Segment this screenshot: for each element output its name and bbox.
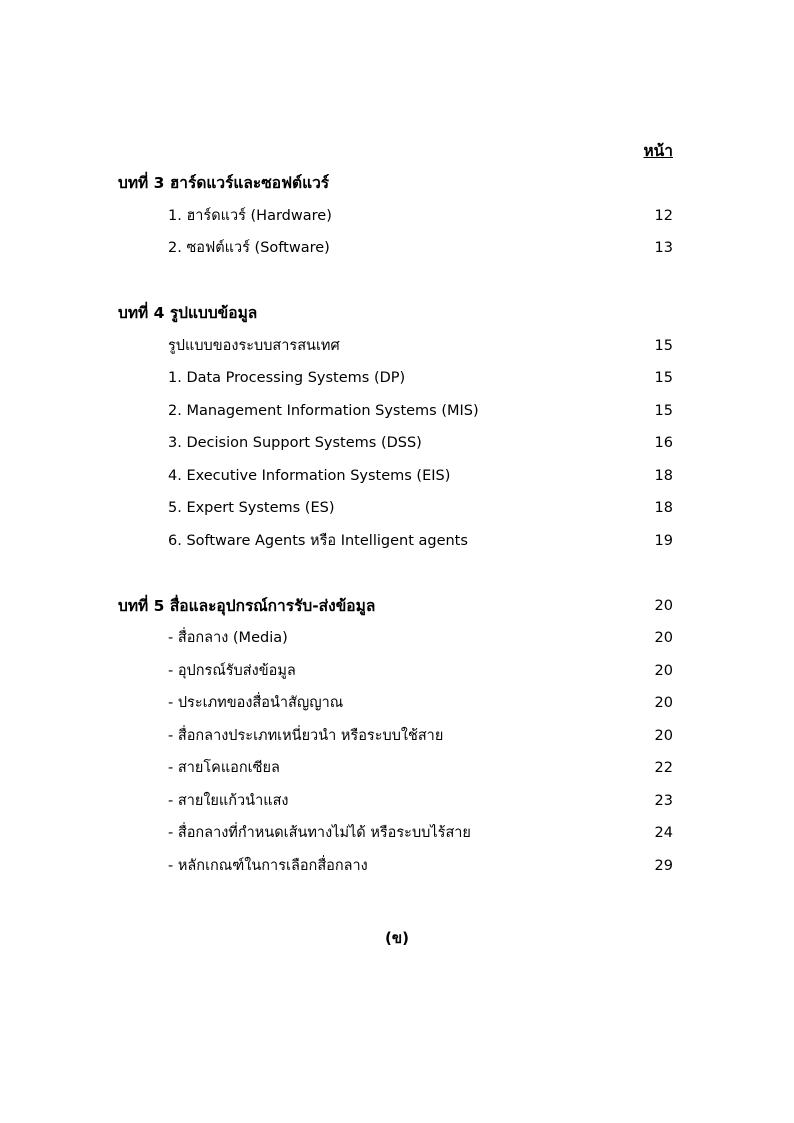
toc-entry-page: 15 (654, 402, 673, 419)
toc-entry-label: - หลักเกณฑ์ในการเลือกสื่อกลาง (168, 857, 368, 874)
toc-entry-label: - สื่อกลางประเภทเหนี่ยวนำ หรือระบบใช้สาย (168, 727, 444, 744)
toc-entry-page: 15 (654, 337, 673, 354)
toc-entry (118, 817, 673, 850)
toc-entry-page: 19 (654, 532, 673, 549)
toc-entry (118, 655, 673, 688)
toc-entry-label: 3. Decision Support Systems (DSS) (168, 435, 422, 451)
spacer (118, 557, 673, 590)
toc-entry (118, 330, 673, 363)
toc-entry-label: 2. ซอฟต์แวร์ (Software) (168, 240, 330, 256)
toc-entry-page: 18 (654, 500, 673, 516)
toc-entry (118, 232, 673, 265)
toc-entry-label: - สื่อกลางที่กำหนดเส้นทางไม่ได้ หรือระบบไร้สาย (168, 825, 471, 841)
toc-entry-label: - สื่อกลาง (Media) (168, 630, 288, 646)
toc-entry-label: - สายโคแอกเซียล (168, 760, 280, 776)
toc-entry-page: 12 (654, 207, 673, 224)
toc-entry-label: 4. Executive Information Systems (EIS) (168, 467, 451, 484)
table-of-contents (118, 167, 673, 882)
toc-entry (118, 492, 673, 525)
toc-entry-page: 13 (654, 240, 673, 256)
toc-entry (118, 460, 673, 493)
toc-entry-page: 15 (654, 370, 673, 386)
toc-entry-page: 20 (654, 695, 673, 711)
toc-entry (118, 752, 673, 785)
page-number-footer: (ข) (385, 929, 409, 947)
toc-entry-label: - ประเภทของสื่อนำสัญญาณ (168, 695, 344, 711)
toc-entry-page: 20 (654, 727, 673, 744)
toc-entry-page: 29 (654, 857, 673, 874)
toc-entry-label: 1. ฮาร์ดแวร์ (Hardware) (168, 207, 332, 224)
toc-entry (118, 622, 673, 655)
toc-entry-label: 5. Expert Systems (ES) (168, 500, 335, 516)
toc-entry (118, 720, 673, 753)
chapter-heading-label: บทที่ 4 รูปแบบข้อมูล (118, 304, 258, 322)
toc-entry (118, 785, 673, 818)
chapter-heading (118, 590, 673, 623)
chapter-heading-page: 20 (654, 597, 673, 614)
toc-entry-page: 18 (654, 467, 673, 484)
chapter-heading (118, 297, 673, 330)
toc-entry (118, 395, 673, 428)
toc-entry-label: 6. Software Agents หรือ Intelligent agents (168, 532, 468, 549)
chapter-heading (118, 167, 673, 200)
toc-entry-label: 2. Management Information Systems (MIS) (168, 402, 479, 419)
chapter-heading-label: บทที่ 5 สื่อและอุปกรณ์การรับ-ส่งข้อมูล (118, 596, 376, 615)
toc-entry (118, 850, 673, 883)
toc-entry-page: 16 (654, 435, 673, 451)
toc-entry-label: รูปแบบของระบบสารสนเทศ (168, 337, 340, 354)
page-column-header: หน้า (643, 142, 673, 160)
toc-entry (118, 362, 673, 395)
toc-entry (118, 525, 673, 558)
toc-entry (118, 427, 673, 460)
chapter-heading-label: บทที่ 3 ฮาร์ดแวร์และซอฟต์แวร์ (118, 174, 330, 192)
toc-entry (118, 687, 673, 720)
toc-entry-label: 1. Data Processing Systems (DP) (168, 370, 406, 386)
toc-entry-page: 24 (654, 825, 673, 841)
toc-entry-page: 23 (654, 792, 673, 809)
toc-entry-page: 20 (654, 630, 673, 646)
toc-entry (118, 200, 673, 233)
toc-entry-page: 22 (654, 760, 673, 776)
spacer (118, 265, 673, 298)
toc-entry-label: - สายใยแก้วนำแสง (168, 792, 289, 809)
toc-entry-page: 20 (654, 662, 673, 679)
toc-entry-label: - อุปกรณ์รับส่งข้อมูล (168, 662, 296, 679)
